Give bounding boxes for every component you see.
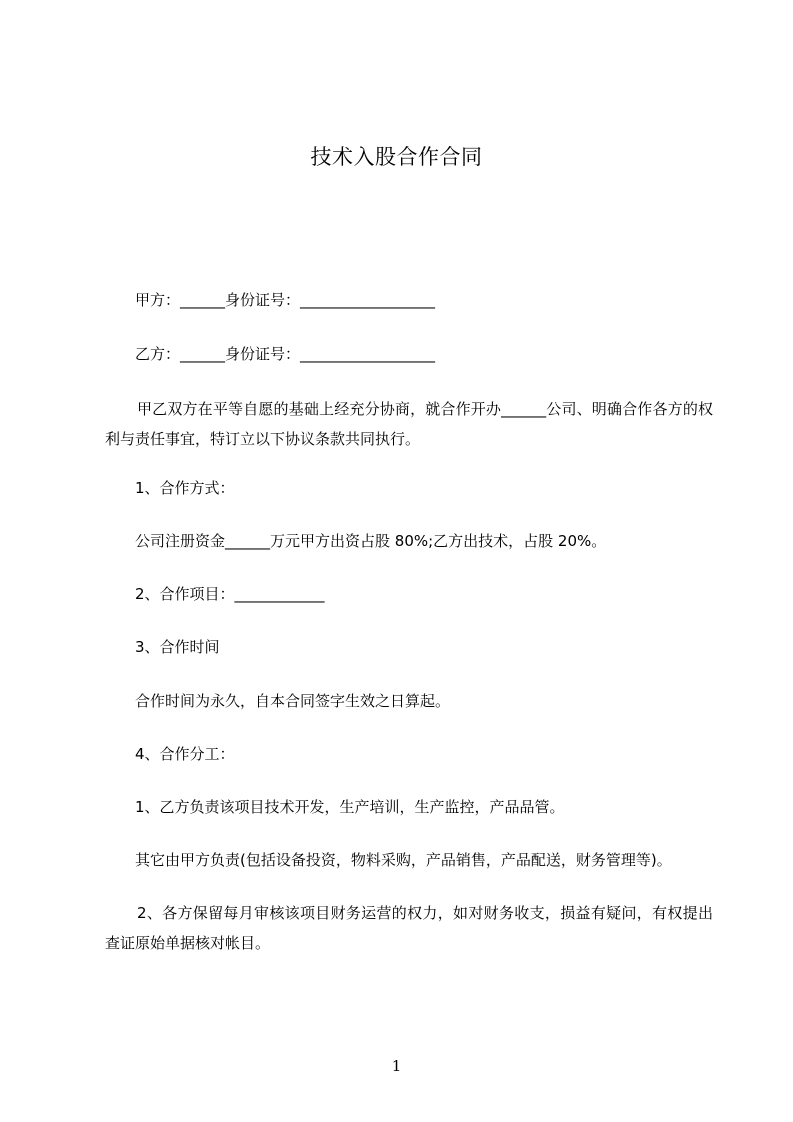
section-1-text: 公司注册资金______万元甲方出资占股 80%;乙方出技术，占股 20%。 xyxy=(135,532,607,550)
section-2-heading: 2、合作项目：____________ xyxy=(135,585,325,603)
intro-paragraph: 甲乙双方在平等自愿的基础上经充分协商，就合作开办______公司、明确合作各方的权利与责任事宜，特订立以下协议条款共同执行。 xyxy=(105,400,713,448)
party-b-line: 乙方：______身份证号：__________________ xyxy=(135,345,436,363)
section-1-heading: 1、合作方式： xyxy=(135,479,235,497)
section-4-other: 其它由甲方负责(包括设备投资，物料采购，产品销售，产品配送，财务管理等)。 xyxy=(135,851,672,869)
page-number: 1 xyxy=(391,1057,402,1075)
party-a-line: 甲方：______身份证号：__________________ xyxy=(135,291,436,309)
section-4-item-1: 1、乙方负责该项目技术开发，生产培训，生产监控，产品品管。 xyxy=(135,798,565,816)
section-3-heading: 3、合作时间 xyxy=(135,638,220,656)
section-3-text: 合作时间为永久，自本合同签字生效之日算起。 xyxy=(135,692,451,710)
document-title: 技术入股合作合同 xyxy=(310,145,483,169)
section-4-item-2: 2、各方保留每月审核该项目财务运营的权力，如对财务收支，损益有疑问，有权提出查证原始单据核对帐目。 xyxy=(105,904,713,952)
section-4-heading: 4、合作分工： xyxy=(135,745,235,763)
